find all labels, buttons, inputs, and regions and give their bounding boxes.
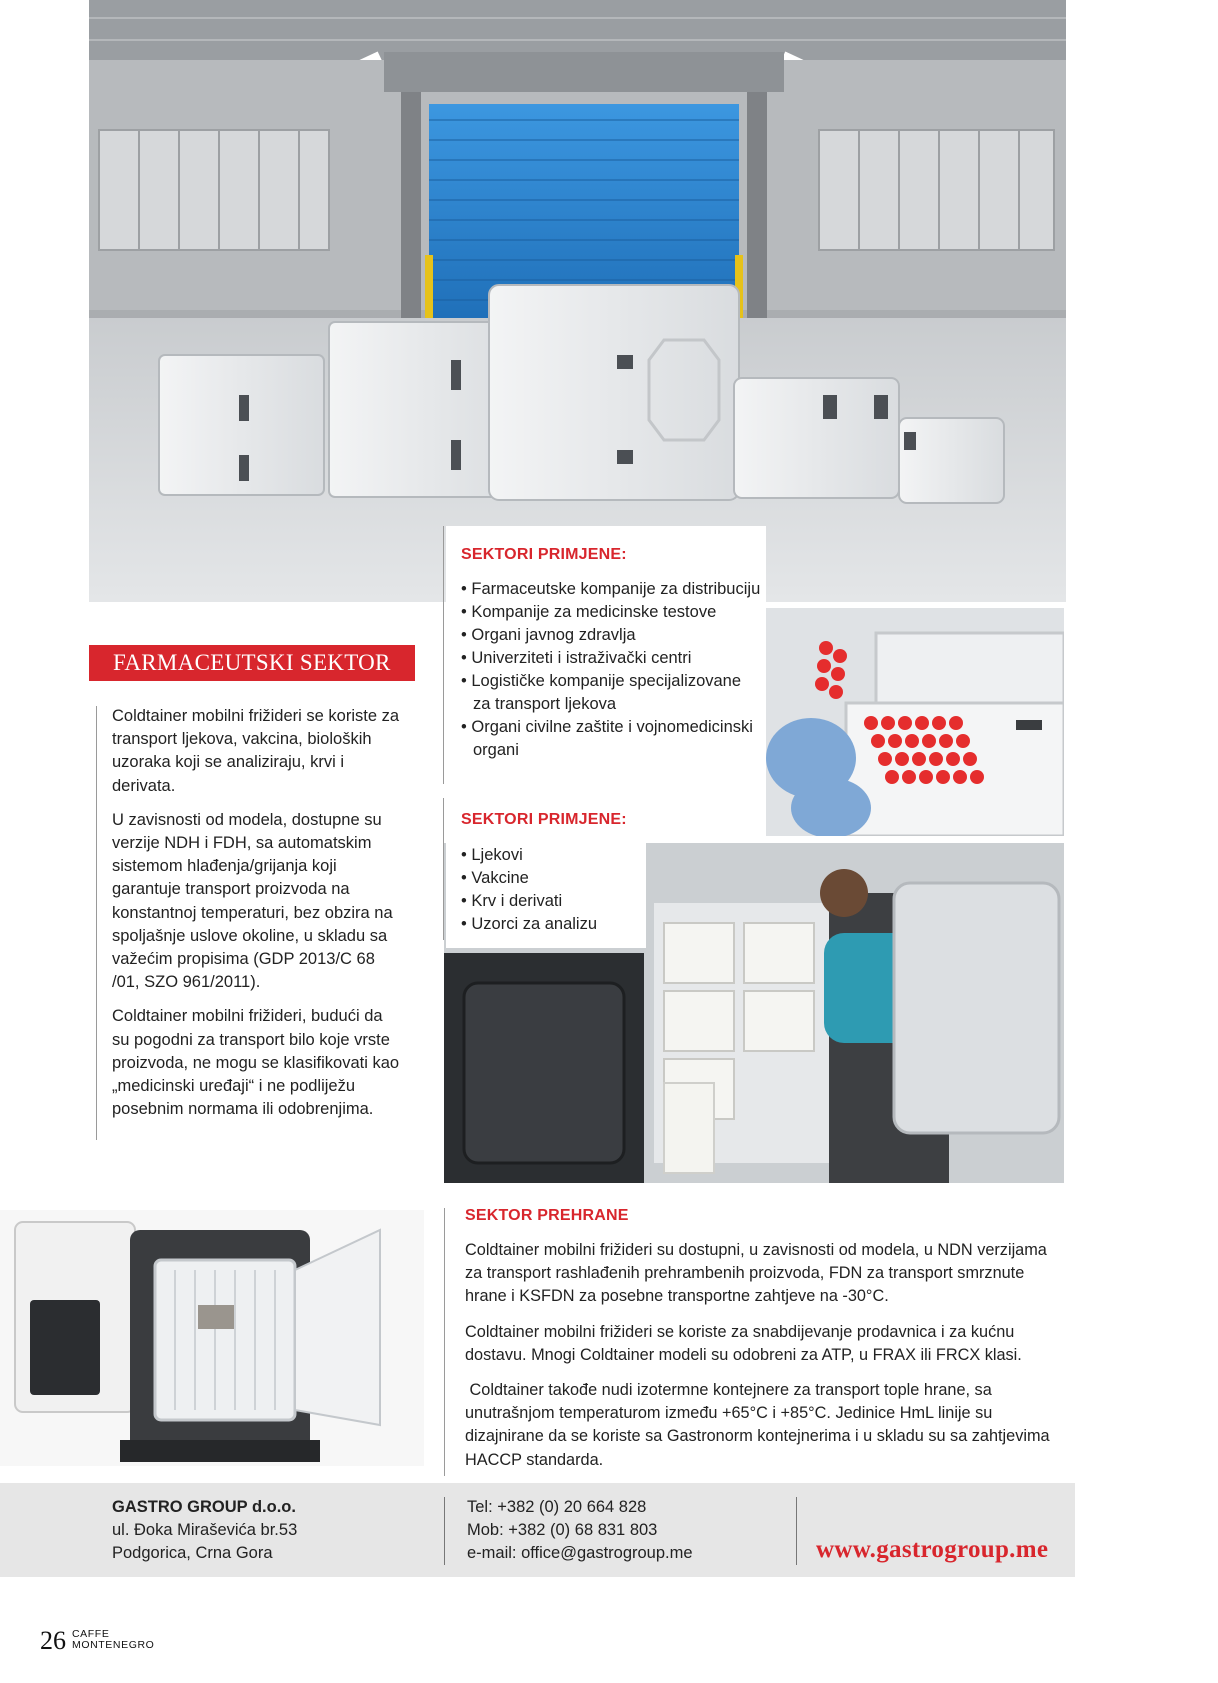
magazine-line-2: MONTENEGRO [72, 1639, 155, 1651]
contact-divider-1 [444, 1497, 445, 1565]
list-item: • Uzorci za analizu [461, 913, 641, 936]
company-name: GASTRO GROUP d.o.o. [112, 1498, 296, 1516]
box2-rule [443, 798, 444, 940]
pharma-paragraph-3: Coldtainer mobilni frižideri, budući da su pogodni za transport bilo koje vrste proizvoda, ne mogu se klasifikovati kao „medicinski uređaji“ i ne podliježu posebnim normama ili odobrenjima. [112, 1007, 400, 1119]
contact-divider-2 [796, 1497, 797, 1565]
tel-line: Tel: +382 (0) 20 664 828 [467, 1498, 647, 1516]
phone-block [467, 1496, 693, 1565]
sectors-list-1 [461, 578, 761, 762]
address-block [112, 1496, 297, 1565]
box1-rule [443, 526, 444, 784]
list-item: • Logističke kompanije specijalizovane za transport ljekova [461, 670, 761, 716]
pharma-paragraph-2: U zavisnosti od modela, dostupne su verzije NDH i FDH, sa automatskim sistemom hlađenja/grijanja koji garantuje transport proizvoda na konstantnoj temperaturi, bez obzira na spoljašnje uslove okoline, u skladu sa važećim propisima (GDP 2013/C 68 /01, SZO 961/2011). [112, 810, 393, 992]
food-section [465, 1207, 1065, 1484]
list-item: • Organi civilne zaštite i vojnomedicinski organi [461, 716, 761, 762]
hero-warehouse-image [89, 0, 1066, 602]
test-tubes-photo [766, 608, 1064, 836]
sectors-title-1: SEKTORI PRIMJENE: [461, 546, 627, 563]
pharma-paragraph-1: Coldtainer mobilni frižideri se koriste za transport ljekova, vakcina, bioloških uzoraka koji se analiziraju, krvi i derivata. [112, 707, 400, 795]
food-rule [444, 1208, 445, 1476]
list-item: • Univerziteti i istraživački centri [461, 647, 761, 670]
food-paragraph-1: Coldtainer mobilni frižideri su dostupni, u zavisnosti od modela, u NDN verzijama za transport rashlađenih prehrambenih proizvoda, FDN za transport smrznute hrane i KSFDN za posebne transportne zahtjeve na -30°C. [465, 1241, 1047, 1306]
street-address: ul. Đoka Miraševića br.53 [112, 1521, 298, 1539]
pharma-heading: FARMACEUTSKI SEKTOR [89, 645, 415, 681]
page-number: 26 [40, 1626, 66, 1655]
food-heading: SEKTOR PREHRANE [465, 1207, 629, 1224]
pharma-text [112, 705, 404, 1132]
website-link[interactable]: www.gastrogroup.me [816, 1536, 1049, 1563]
sectors-box-primary [446, 526, 766, 784]
list-item: • Organi javnog zdravlja [461, 624, 761, 647]
sectors-title-2: SEKTORI PRIMJENE: [461, 811, 627, 828]
list-item: • Vakcine [461, 867, 641, 890]
list-item: • Kompanije za medicinske testove [461, 601, 761, 624]
mob-line: Mob: +382 (0) 68 831 803 [467, 1521, 658, 1539]
email-link[interactable]: e-mail: office@gastrogroup.me [467, 1544, 693, 1562]
hero-illustration [89, 0, 1066, 602]
food-paragraph-3: Coldtainer takođe nudi izotermne kontejnere za transport tople hrane, sa unutrašnjom temperaturom između +65°C i +85°C. Jedinice HmL linije su dizajnirane da se koriste sa Gastronorm kontejnerima i u skladu su sa zahtjevima HACCP standarda. [465, 1381, 1055, 1469]
pharma-rule [96, 706, 97, 1140]
sectors-list-2 [461, 844, 641, 936]
food-paragraph-2: Coldtainer mobilni frižideri se koriste za snabdijevanje prodavnica i za kućnu dostavu. Mnogi Coldtainer modeli su odobreni za ATP, u FRAX ili FRCX klasi. [465, 1322, 1022, 1364]
list-item: • Farmaceutske kompanije za distribuciju [461, 578, 761, 601]
list-item: • Krv i derivati [461, 890, 641, 913]
truck-container-photo [0, 1210, 424, 1466]
city-address: Podgorica, Crna Gora [112, 1544, 273, 1562]
sectors-box-secondary [446, 798, 646, 948]
magazine-name [72, 1629, 154, 1651]
test-tubes-illustration [766, 608, 1064, 836]
list-item: • Ljekovi [461, 844, 641, 867]
truck-illustration [0, 1210, 424, 1466]
magazine-line-1: CAFFE [72, 1628, 110, 1640]
